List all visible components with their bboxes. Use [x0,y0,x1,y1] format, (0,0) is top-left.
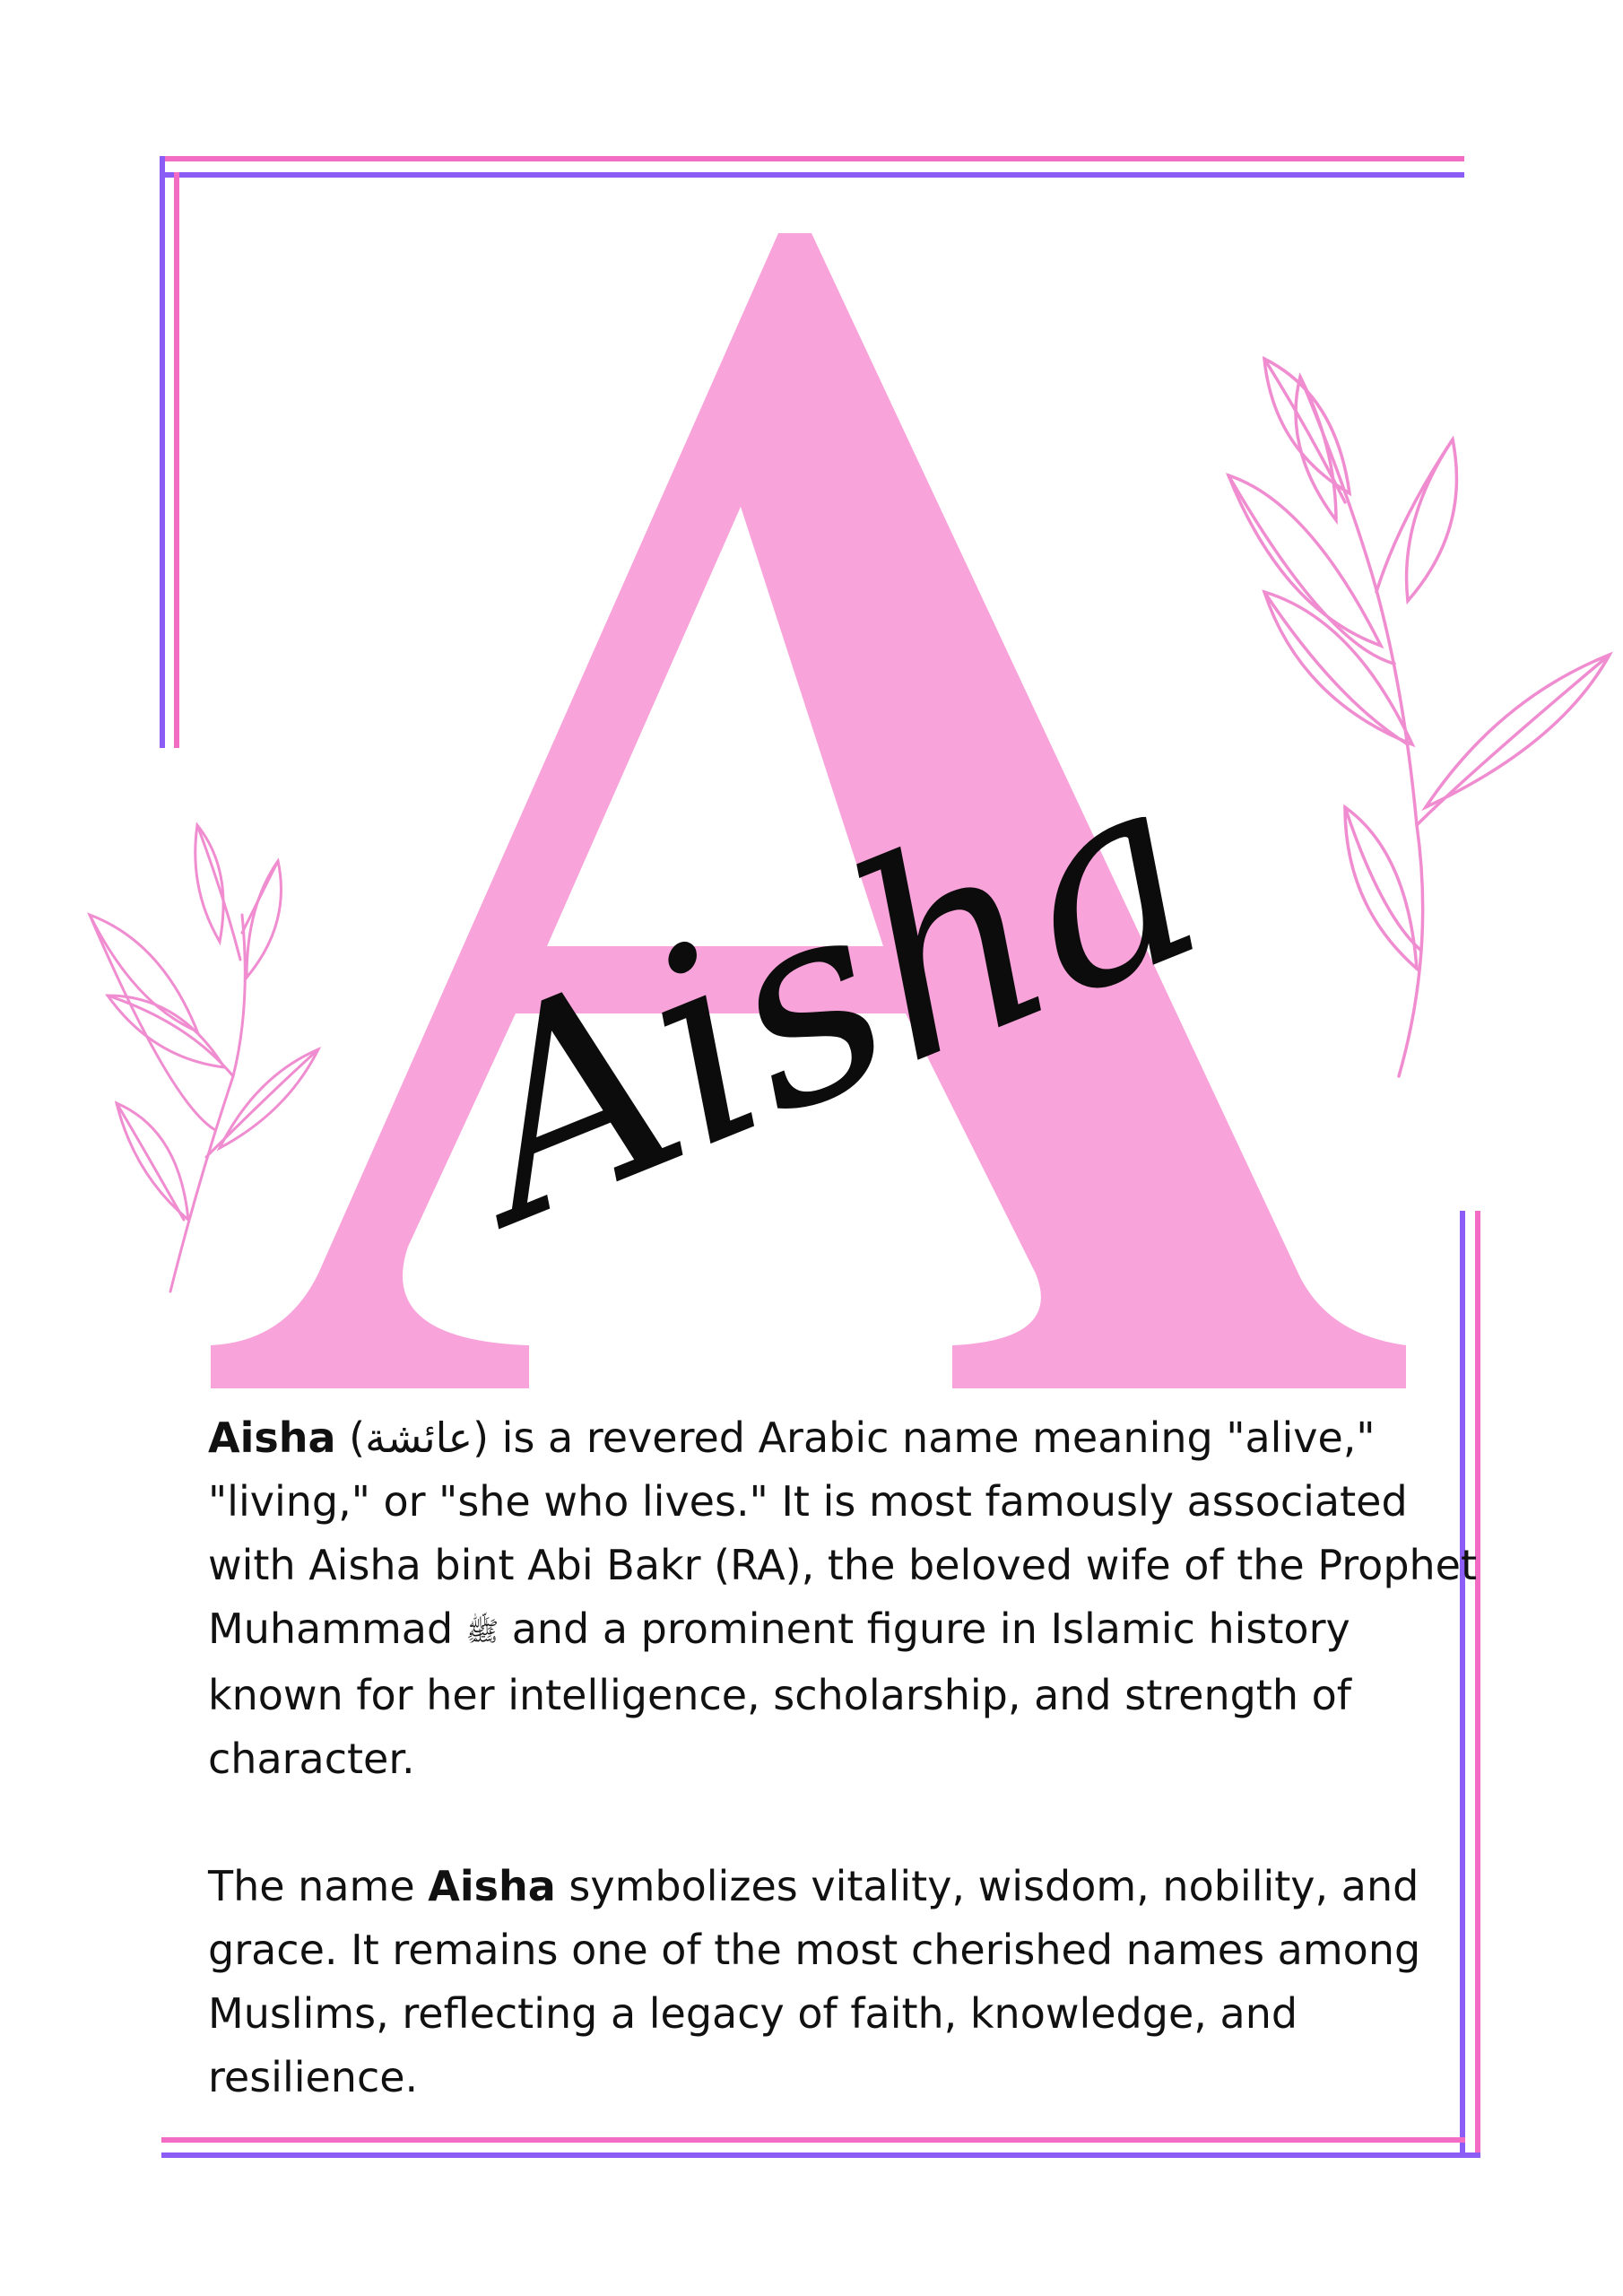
frame-bottom-purple-line [161,2152,1480,2158]
paren-open: ( [335,1413,366,1462]
description-paragraph-1 [208,1406,1481,1791]
honorific-glyph: ﷺ [465,1616,499,1648]
left-leaf-sprig-icon [63,807,332,1309]
name-description [208,1406,1481,2109]
right-leaf-sprig-icon [1202,323,1623,1094]
script-name-text: Aisha [424,709,1239,1281]
paragraph-1-text-a: ) is a revered Arabic name meaning "alive," "living," or "she who lives." It is most famously associated with Aisha bint Abi Bakr (RA), the beloved wife of the Prophet Muhammad [208,1413,1478,1653]
paragraph-2-lead: The name [208,1862,429,1910]
name-bold-1: Aisha [208,1413,336,1462]
name-bold-2: Aisha [428,1862,556,1910]
paragraph-2-text: symbolizes vitality, wisdom, nobility, and grace. It remains one of the most cherished names among Muslims, reflecting a legacy of faith, knowledge, and resilience. [208,1862,1421,2101]
arabic-name: عائشة [365,1413,473,1462]
description-paragraph-2 [208,1855,1481,2109]
frame-bottom-pink-line [161,2137,1465,2143]
paragraph-1-text-b: and a prominent figure in Islamic history known for her intelligence, scholarship, and strength of character. [208,1605,1351,1783]
